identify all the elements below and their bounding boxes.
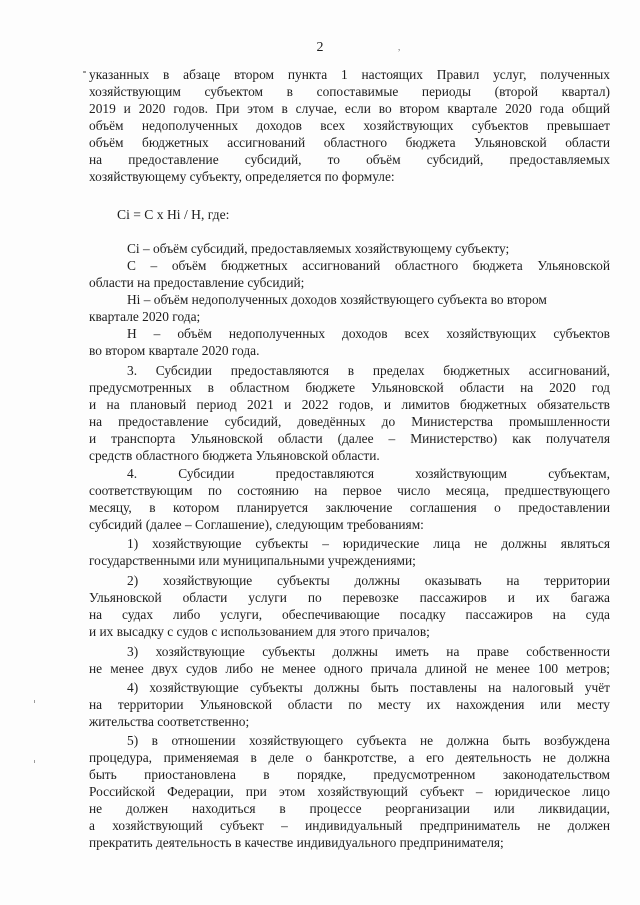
section-4-line: соответствующим по состоянию на первое число месяца, предшествующего — [89, 483, 610, 498]
definition-line: Hi – объём недополученных доходов хозяйствующего субъекта во втором — [127, 292, 547, 307]
definition-line: C – объём бюджетных ассигнований областного бюджета Ульяновской — [127, 258, 610, 273]
requirement-line: государственными или муниципальными учреждениями; — [89, 553, 416, 568]
page-number: 2 — [316, 40, 324, 55]
requirement-line: Российской Федерации, при этом хозяйствующий субъект – юридическое лицо — [89, 784, 610, 799]
text-line: указанных в абзаце втором пункта 1 настоящих Правил услуг, полученных — [89, 67, 610, 82]
requirement-line: 4) хозяйствующие субъекты должны быть поставлены на налоговый учёт — [127, 680, 610, 695]
text-line: хозяйствующему субъекту, определяется по формуле: — [89, 169, 395, 184]
requirement-line: не менее двух судов либо не менее одного причала длиной не менее 100 метров; — [89, 661, 610, 676]
requirement-line: 1) хозяйствующие субъекты – юридические лица не должны являться — [127, 536, 610, 551]
requirement-line: на судах либо услуги, обеспечивающие посадку пассажиров на суда — [89, 607, 610, 622]
requirement-line: жительства соответственно; — [89, 714, 250, 729]
section-4-line: 4. Субсидии предоставляются хозяйствующим субъектам, — [127, 466, 610, 481]
scan-mark: , — [398, 42, 401, 52]
requirement-line: 3) хозяйствующие субъекты должны иметь на праве собственности — [127, 644, 610, 659]
section-3-line: средств областного бюджета Ульяновской области. — [89, 448, 380, 463]
section-3-line: и на плановый период 2021 и 2022 годов, и лимитов бюджетных обязательств — [89, 397, 610, 412]
requirement-line: не должен находиться в процессе реорганизации или ликвидации, — [89, 801, 610, 816]
requirement-line: прекратить деятельность в качестве индивидуального предпринимателя; — [89, 835, 504, 850]
formula: Ci = C x Hi / H, где: — [117, 207, 230, 222]
requirement-line: Ульяновской области услуги по перевозке пассажиров и их багажа — [89, 590, 610, 605]
section-4-line: субсидий (далее – Соглашение), следующим требованиям: — [89, 517, 424, 532]
section-3-line: 3. Субсидии предоставляются в пределах бюджетных ассигнований, — [127, 363, 610, 378]
section-3-line: предусмотренных в областном бюджете Ульяновской области на 2020 год — [89, 380, 610, 395]
definition-line: квартале 2020 года; — [89, 309, 201, 324]
requirement-line: 2) хозяйствующие субъекты должны оказывать на территории — [127, 573, 610, 588]
definition-line: Ci – объём субсидий, предоставляемых хозяйствующему субъекту; — [127, 241, 510, 256]
requirement-line: 5) в отношении хозяйствующего субъекта не должна быть возбуждена — [127, 733, 610, 748]
section-4-line: месяцу, в котором планируется заключение соглашения о предоставлении — [89, 500, 610, 515]
scan-margin-mark — [83, 71, 86, 73]
text-line: 2019 и 2020 годов. При этом в случае, если во втором квартале 2020 года общий — [89, 101, 610, 116]
scan-margin-mark — [34, 700, 35, 703]
requirement-line: быть приостановлена в порядке, предусмотренном законодательством — [89, 767, 610, 782]
requirement-line: а хозяйствующий субъект – индивидуальный предприниматель не должен — [89, 818, 610, 833]
text-line: объём бюджетных ассигнований областного бюджета Ульяновской области — [89, 135, 610, 150]
text-line: объём недополученных доходов всех хозяйствующих субъектов превышает — [89, 118, 610, 133]
text-line: хозяйствующим субъектом в сопоставимые периоды (второй квартал) — [89, 84, 610, 99]
requirement-line: и их высадку с судов с использованием для этого причалов; — [89, 624, 430, 639]
definition-line: H – объём недополученных доходов всех хозяйствующих субъектов — [127, 326, 610, 341]
requirement-line: на территории Ульяновской области по месту их нахождения или месту — [89, 697, 610, 712]
definition-line: области на предоставление субсидий; — [89, 275, 305, 290]
scan-margin-mark — [34, 760, 35, 763]
requirement-line: процедура, применяемая в деле о банкротстве, а его деятельность не должна — [89, 750, 610, 765]
section-3-line: на предоставление субсидий, доведённых до Министерства промышленности — [89, 414, 610, 429]
text-line: на предоставление субсидий, то объём субсидий, предоставляемых — [89, 152, 610, 167]
section-3-line: и транспорта Ульяновской области (далее – Министерство) как получателя — [89, 431, 610, 446]
definition-line: во втором квартале 2020 года. — [89, 343, 260, 358]
